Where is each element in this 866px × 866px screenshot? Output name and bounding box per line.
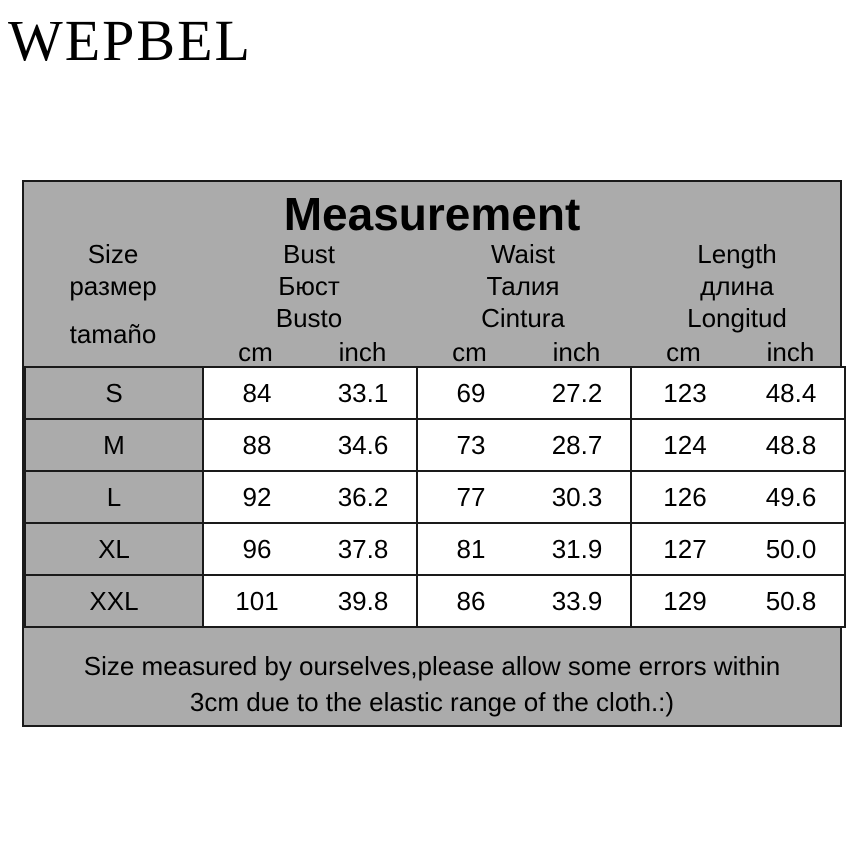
value-cm: 88 <box>242 429 272 460</box>
header-size-en: Size <box>87 239 139 269</box>
value-inch: 36.2 <box>337 481 389 512</box>
unit-waist-cm: cm <box>452 337 487 367</box>
size-table <box>24 366 846 628</box>
table-cell <box>25 523 203 575</box>
table-cell <box>417 471 631 523</box>
header-size-es: tamaño <box>69 319 157 349</box>
size-label: S <box>105 377 123 408</box>
table-cell <box>417 367 631 419</box>
table-cell <box>25 575 203 627</box>
unit-length-cm: cm <box>666 337 701 367</box>
chart-title: Measurement <box>283 188 581 240</box>
value-inch: 34.6 <box>337 429 389 460</box>
table-cell <box>203 367 417 419</box>
value-cm: 124 <box>663 429 707 460</box>
unit-waist-inch: inch <box>552 337 601 367</box>
footnote <box>24 648 840 720</box>
header-length-en: Length <box>697 239 777 269</box>
header-length-es: Longitud <box>687 303 787 333</box>
header-waist-es: Cintura <box>481 303 565 333</box>
header-bust-en: Bust <box>282 239 336 269</box>
table-cell <box>631 471 845 523</box>
header-bust-es: Busto <box>275 303 343 333</box>
table-cell <box>417 523 631 575</box>
table-cell <box>417 419 631 471</box>
size-label: L <box>106 481 122 512</box>
value-cm: 73 <box>456 429 486 460</box>
value-inch: 27.2 <box>551 377 603 408</box>
value-inch: 49.6 <box>765 481 817 512</box>
table-cell <box>417 575 631 627</box>
value-inch: 50.8 <box>765 585 817 616</box>
value-cm: 101 <box>235 585 279 616</box>
table-cell <box>203 471 417 523</box>
value-cm: 127 <box>663 533 707 564</box>
value-cm: 96 <box>242 533 272 564</box>
value-inch: 50.0 <box>765 533 817 564</box>
value-cm: 69 <box>456 377 486 408</box>
table-cell <box>203 523 417 575</box>
value-cm: 123 <box>663 377 707 408</box>
table-cell <box>631 523 845 575</box>
value-inch: 33.9 <box>551 585 603 616</box>
table-cell <box>25 471 203 523</box>
table-cell <box>631 419 845 471</box>
header-waist-en: Waist <box>490 239 556 269</box>
value-cm: 81 <box>456 533 486 564</box>
unit-bust-inch: inch <box>338 337 387 367</box>
unit-length-inch: inch <box>766 337 815 367</box>
header-size-ru: размер <box>69 271 157 301</box>
value-cm: 92 <box>242 481 272 512</box>
table-cell <box>203 419 417 471</box>
unit-bust-cm: cm <box>238 337 273 367</box>
value-inch: 48.8 <box>765 429 817 460</box>
value-inch: 31.9 <box>551 533 603 564</box>
value-cm: 129 <box>663 585 707 616</box>
header-bust <box>202 238 416 334</box>
table-row <box>25 471 845 523</box>
brand-logo: WEPBEL <box>8 8 252 73</box>
value-inch: 37.8 <box>337 533 389 564</box>
table-row <box>25 523 845 575</box>
value-inch: 39.8 <box>337 585 389 616</box>
footnote-line-1: Size measured by ourselves,please allow some errors within <box>83 651 781 681</box>
size-label: XXL <box>89 585 139 616</box>
table-row <box>25 367 845 419</box>
measurement-chart <box>22 180 842 727</box>
header-length <box>630 238 844 334</box>
size-label: M <box>103 429 125 460</box>
header-bust-ru: Бюст <box>278 271 340 301</box>
header-waist-ru: Талия <box>486 271 560 301</box>
value-cm: 77 <box>456 481 486 512</box>
table-cell <box>631 575 845 627</box>
value-inch: 30.3 <box>551 481 603 512</box>
value-cm: 86 <box>456 585 486 616</box>
value-inch: 48.4 <box>765 377 817 408</box>
value-cm: 126 <box>663 481 707 512</box>
table-row <box>25 575 845 627</box>
header-waist <box>416 238 630 334</box>
table-cell <box>203 575 417 627</box>
table-cell <box>25 367 203 419</box>
table-cell <box>631 367 845 419</box>
table-cell <box>25 419 203 471</box>
footnote-line-2: 3cm due to the elastic range of the cloth.:) <box>189 687 675 717</box>
value-cm: 84 <box>242 377 272 408</box>
value-inch: 28.7 <box>551 429 603 460</box>
table-row <box>25 419 845 471</box>
value-inch: 33.1 <box>337 377 389 408</box>
size-label: XL <box>98 533 130 564</box>
header-size <box>24 238 202 350</box>
header-length-ru: длина <box>700 271 774 301</box>
